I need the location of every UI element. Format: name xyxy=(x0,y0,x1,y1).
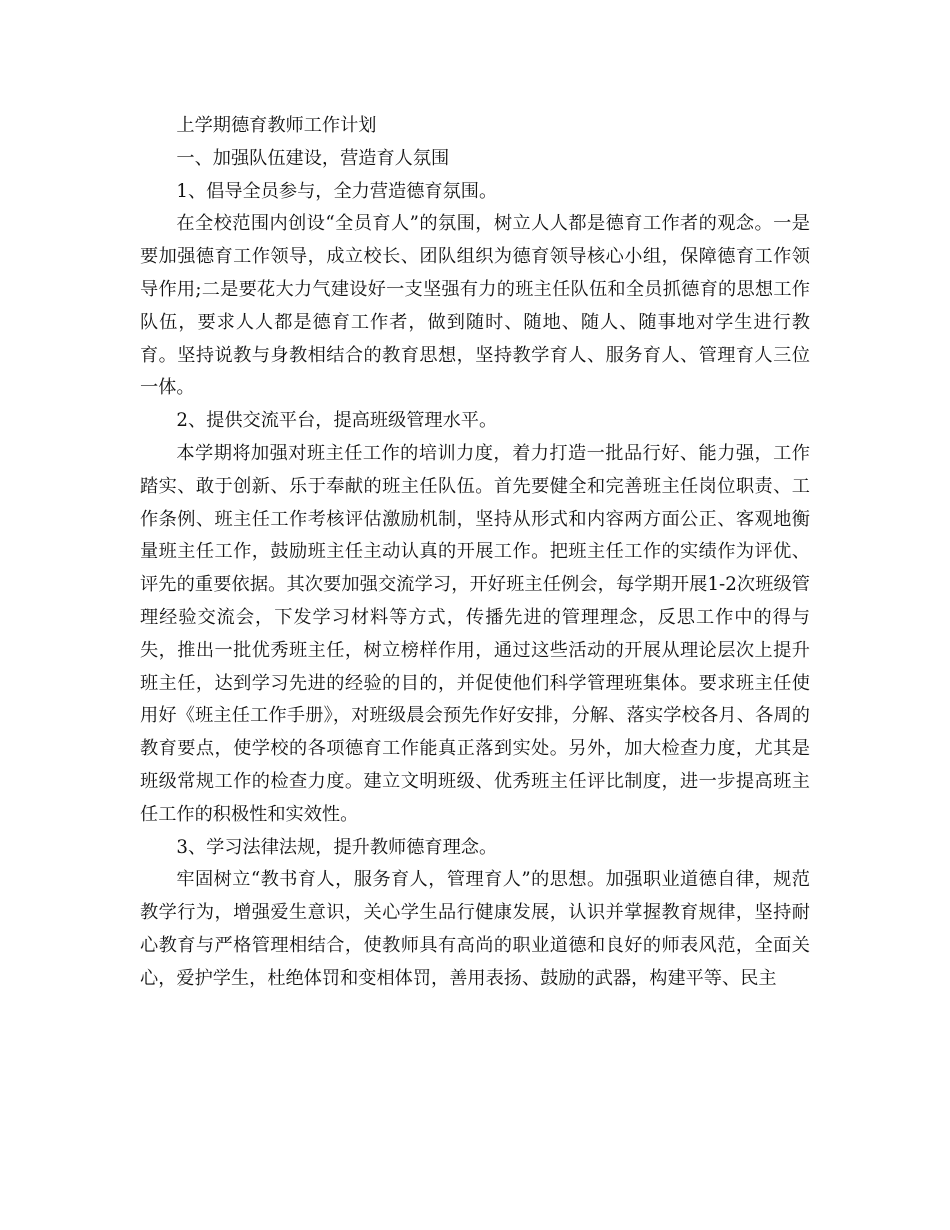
body-paragraph: 在全校范围内创设“全员育人”的氛围，树立人人都是德育工作者的观念。一是要加强德育工作领导，成立校长、团队组织为德育领导核心小组，保障德育工作领导作用;二是要花大力气建设好一支坚强有力的班主任队伍和全员抓德育的思想工作队伍，要求人人都是德育工作者，做到随时、随地、随人、随事地对学生进行教育。坚持说教与身教相结合的教育思想，坚持教学育人、服务育人、管理育人三位一体。 xyxy=(140,213,810,399)
subsection-heading: 3、学习法律法规，提升教师德育理念。 xyxy=(176,836,498,858)
body-paragraph: 本学期将加强对班主任工作的培训力度，着力打造一批品行好、能力强，工作踏实、敢于创新、乐于奉献的班主任队伍。首先要健全和完善班主任岗位职责、工作条例、班主任工作考核评估激励机制，坚持从形式和内容两方面公正、客观地衡量班主任工作，鼓励班主任主动认真的开展工作。把班主任工作的实绩作为评优、评先的重要依据。其次要加强交流学习，开好班主任例会，每学期开展1-2次班级管理经验交流会，下发学习材料等方式，传播先进的管理理念，反思工作中的得与失，推出一批优秀班主任，树立榜样作用，通过这些活动的开展从理论层次上提升班主任，达到学习先进的经验的目的，并促使他们科学管理班集体。要求班主任使用好《班主任工作手册》，对班级晨会预先作好安排，分解、落实学校各月、各周的教育要点，使学校的各项德育工作能真正落到实处。另外，加大检查力度，尤其是班级常规工作的检查力度。建立文明班级、优秀班主任评比制度，进一步提高班主任工作的积极性和实效性。 xyxy=(140,442,810,825)
document-page xyxy=(140,110,810,996)
subsection-heading: 2、提供交流平台，提高班级管理水平。 xyxy=(176,410,498,432)
subsection-heading: 1、倡导全员参与，全力营造德育氛围。 xyxy=(176,180,498,202)
body-paragraph: 牢固树立“教书育人，服务育人，管理育人”的思想。加强职业道德自律，规范教学行为，增强爱生意识，关心学生品行健康发展，认识并掌握教育规律，坚持耐心教育与严格管理相结合，使教师具有高尚的职业道德和良好的师表风范，全面关心，爱护学生，杜绝体罚和变相体罚，善用表扬、鼓励的武器，构建平等、民主 xyxy=(140,869,810,989)
document-title: 上学期德育教师工作计划 xyxy=(176,115,377,136)
section-heading: 一、加强队伍建设，营造育人氛围 xyxy=(176,147,450,169)
